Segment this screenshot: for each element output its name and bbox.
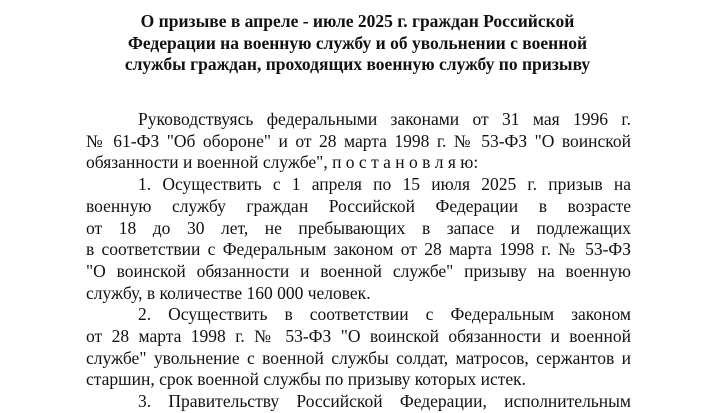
item-2-line: службе" увольнение с военной службы солдат, матросов, сержантов и xyxy=(86,347,631,368)
item-2-line: старшин, срок военной службы по призыву которых истек. xyxy=(86,369,527,390)
item-1-line: "О воинской обязанности и военной службе" призыву на военную xyxy=(86,260,631,281)
item-1-line: службу, в количестве 160 000 человек. xyxy=(86,282,371,303)
intro-line: Руководствуясь федеральными законами от 31 мая 1996 г. xyxy=(138,109,631,129)
item-2-line: 2. Осуществить в соответствии с Федеральным законом xyxy=(138,304,631,325)
item-1-line: 1. Осуществить с 1 апреля по 15 июля 2025 г. призыв на xyxy=(138,174,631,195)
item-2-line: от 28 марта 1998 г. № 53-ФЗ "О воинской обязанности и военной xyxy=(86,326,631,347)
intro-line: № 61-ФЗ "Об обороне" и от 28 марта 1998 г. № 53-ФЗ "О воинской xyxy=(86,130,631,151)
title-line: О призыве в апреле - июле 2025 г. граждан Российской xyxy=(140,11,575,31)
item-1-line: от 18 до 30 лет, не пребывающих в запасе и подлежащих xyxy=(86,217,631,238)
document-title xyxy=(60,11,655,76)
intro-line: обязанности и военной службе", п о с т а н о в л я ю: xyxy=(86,152,479,173)
title-line: службы граждан, проходящих военную службу по призыву xyxy=(124,54,591,74)
title-line: Федерации на военную службу и об увольнении с военной xyxy=(127,32,588,53)
item-3-line: 3. Правительству Российской Федерации, исполнительным xyxy=(138,391,631,412)
document-body xyxy=(86,109,631,413)
item-1-line: в соответствии с Федеральным законом от 28 марта 1998 г. № 53-ФЗ xyxy=(86,239,631,260)
item-1-line: военную службу граждан Российской Федерации в возрасте xyxy=(86,195,631,216)
